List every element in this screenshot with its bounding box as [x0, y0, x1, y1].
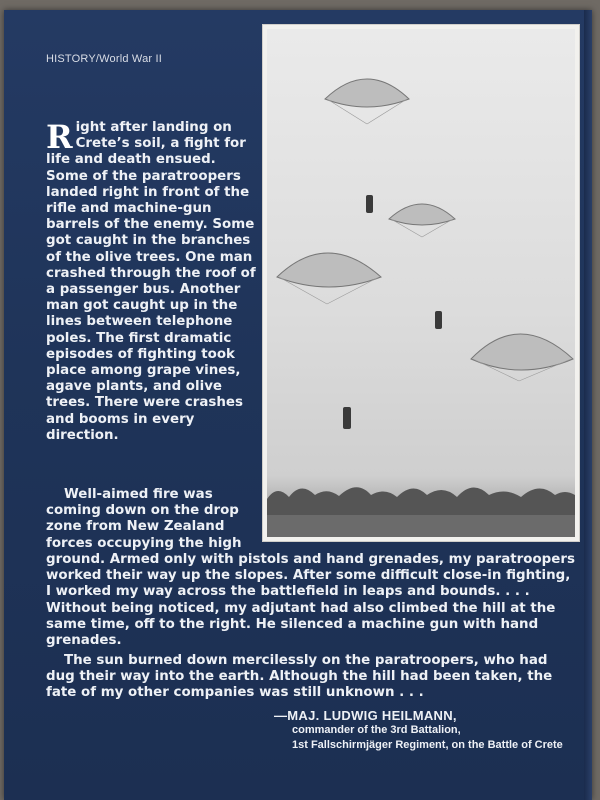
cover-spine-edge: [584, 10, 592, 800]
quote-attribution: [274, 708, 574, 753]
parachute-canopy: [325, 79, 409, 107]
paragraph-1-text: ight after landing on Crete’s soil, a fight for life and death ensued. Some of the paratroopers landed right in front of the rifle and machine-gun barrels of the enemy. Some got caught in the branches of the olive trees. One man crashed through the roof of a passenger bus. Another man got caught up in the lines between telephone poles. The first dramatic episodes of fighting took place among grape vines, agave plants, and olive trees. There were crashes and booms in every direction.: [46, 120, 256, 443]
paratroopers-photo: [267, 29, 575, 537]
back-cover: [4, 10, 592, 800]
parachute-canopy: [389, 204, 455, 225]
drop-cap: R: [46, 118, 73, 156]
story-paragraph-1: [46, 120, 258, 444]
parachute-canopy: [277, 253, 381, 287]
photo-frame: [262, 24, 580, 542]
attribution-role-1: commander of the 3rd Battalion,: [292, 724, 461, 736]
paratroopers-illustration: [267, 29, 575, 537]
category-label: HISTORY/World War II: [46, 53, 163, 65]
story-paragraph-2-continued: ground. Armed only with pistols and hand grenades, my paratroopers worked their way up the slopes. After some difficult close-in fighting, I worked my way across the battlefield in leaps and bounds. . . . Without being noticed, my adjutant had also climbed the hill at the same time, off to the right. He silenced a machine gun with hand grenades.: [46, 552, 575, 649]
paratrooper-figure: [343, 407, 351, 429]
ground: [267, 515, 575, 537]
story-paragraph-2: Well-aimed fire was coming down on the drop zone from New Zealand forces occupying the high: [46, 487, 242, 551]
attribution-role-2: 1st Fallschirmjäger Regiment, on the Battle of Crete: [292, 739, 563, 751]
attribution-name: —MAJ. LUDWIG HEILMANN,: [274, 708, 457, 723]
story-paragraph-3: The sun burned down mercilessly on the paratroopers, who had dug their way into the earth. Although the hill had been taken, the fate of my other companies was still unknown . . .: [46, 653, 553, 701]
paratrooper-figure: [435, 311, 442, 329]
paratrooper-figure: [366, 195, 373, 213]
